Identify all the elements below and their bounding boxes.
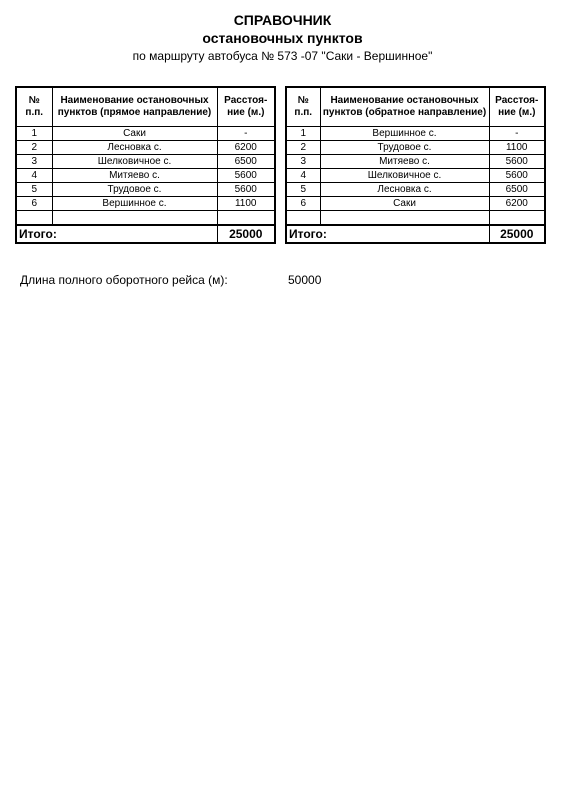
stop-name-cell: Трудовое с. bbox=[52, 183, 217, 197]
col-distance-header: Расстоя-ние (м.) bbox=[489, 87, 545, 127]
stop-name-cell bbox=[320, 211, 489, 226]
stop-name-cell: Шелковичное с. bbox=[320, 169, 489, 183]
stop-name-cell: Лесновка с. bbox=[320, 183, 489, 197]
total-row bbox=[286, 225, 545, 243]
stop-name-cell: Шелковичное с. bbox=[52, 155, 217, 169]
distance-cell bbox=[489, 211, 545, 226]
distance-cell: 6200 bbox=[489, 197, 545, 211]
table-row bbox=[286, 155, 545, 169]
row-number-cell: 1 bbox=[16, 127, 52, 141]
distance-cell: 5600 bbox=[489, 155, 545, 169]
stop-name-cell bbox=[52, 211, 217, 226]
distance-cell bbox=[217, 211, 275, 226]
col-number-header: № п.п. bbox=[286, 87, 320, 127]
stop-name-cell: Митяево с. bbox=[320, 155, 489, 169]
total-value: 25000 bbox=[217, 225, 275, 243]
col-name-header: Наименование остановочных пунктов (обратное направление) bbox=[320, 87, 489, 127]
doc-title: СПРАВОЧНИК bbox=[233, 12, 332, 28]
distance-cell: 6500 bbox=[217, 155, 275, 169]
distance-cell: - bbox=[217, 127, 275, 141]
stop-name-cell: Вершинное с. bbox=[52, 197, 217, 211]
stop-name-cell: Вершинное с. bbox=[320, 127, 489, 141]
row-number-cell: 3 bbox=[16, 155, 52, 169]
table-row bbox=[16, 127, 275, 141]
row-number-cell: 4 bbox=[286, 169, 320, 183]
round-trip-length-label: Длина полного оборотного рейса (м): bbox=[20, 273, 228, 287]
col-distance-header: Расстоя-ние (м.) bbox=[217, 87, 275, 127]
row-number-cell: 6 bbox=[286, 197, 320, 211]
distance-cell: 5600 bbox=[217, 169, 275, 183]
total-row bbox=[16, 225, 275, 243]
table-row bbox=[16, 141, 275, 155]
table-row bbox=[286, 169, 545, 183]
round-trip-length-value: 50000 bbox=[288, 273, 322, 287]
row-number-cell: 1 bbox=[286, 127, 320, 141]
row-number-cell: 5 bbox=[16, 183, 52, 197]
row-number-cell bbox=[286, 211, 320, 226]
table-row bbox=[16, 197, 275, 211]
row-number-cell: 5 bbox=[286, 183, 320, 197]
reverse-direction-table bbox=[285, 86, 546, 244]
table-row bbox=[16, 155, 275, 169]
row-number-cell: 3 bbox=[286, 155, 320, 169]
stop-name-cell: Саки bbox=[320, 197, 489, 211]
table-row bbox=[16, 169, 275, 183]
total-label: Итого: bbox=[16, 225, 217, 243]
distance-cell: 6200 bbox=[217, 141, 275, 155]
col-name-header: Наименование остановочных пунктов (прямое направление) bbox=[52, 87, 217, 127]
table-row bbox=[286, 197, 545, 211]
distance-cell: 6500 bbox=[489, 183, 545, 197]
total-value: 25000 bbox=[489, 225, 545, 243]
distance-cell: - bbox=[489, 127, 545, 141]
table-row bbox=[16, 211, 275, 226]
distance-cell: 1100 bbox=[217, 197, 275, 211]
table-row bbox=[286, 141, 545, 155]
table-header-row bbox=[286, 87, 545, 127]
route-caption: по маршруту автобуса № 573 -07 "Саки - Вершинное" bbox=[132, 49, 433, 63]
doc-subtitle: остановочных пунктов bbox=[202, 30, 363, 46]
table-header-row bbox=[16, 87, 275, 127]
col-number-header: № п.п. bbox=[16, 87, 52, 127]
stop-name-cell: Митяево с. bbox=[52, 169, 217, 183]
forward-direction-table bbox=[15, 86, 276, 244]
stop-name-cell: Лесновка с. bbox=[52, 141, 217, 155]
table-row bbox=[286, 211, 545, 226]
row-number-cell: 4 bbox=[16, 169, 52, 183]
row-number-cell: 2 bbox=[286, 141, 320, 155]
total-label: Итого: bbox=[286, 225, 489, 243]
table-row bbox=[286, 127, 545, 141]
stop-name-cell: Саки bbox=[52, 127, 217, 141]
row-number-cell bbox=[16, 211, 52, 226]
table-row bbox=[286, 183, 545, 197]
distance-cell: 5600 bbox=[489, 169, 545, 183]
table-row bbox=[16, 183, 275, 197]
distance-cell: 5600 bbox=[217, 183, 275, 197]
stop-name-cell: Трудовое с. bbox=[320, 141, 489, 155]
row-number-cell: 2 bbox=[16, 141, 52, 155]
distance-cell: 1100 bbox=[489, 141, 545, 155]
row-number-cell: 6 bbox=[16, 197, 52, 211]
